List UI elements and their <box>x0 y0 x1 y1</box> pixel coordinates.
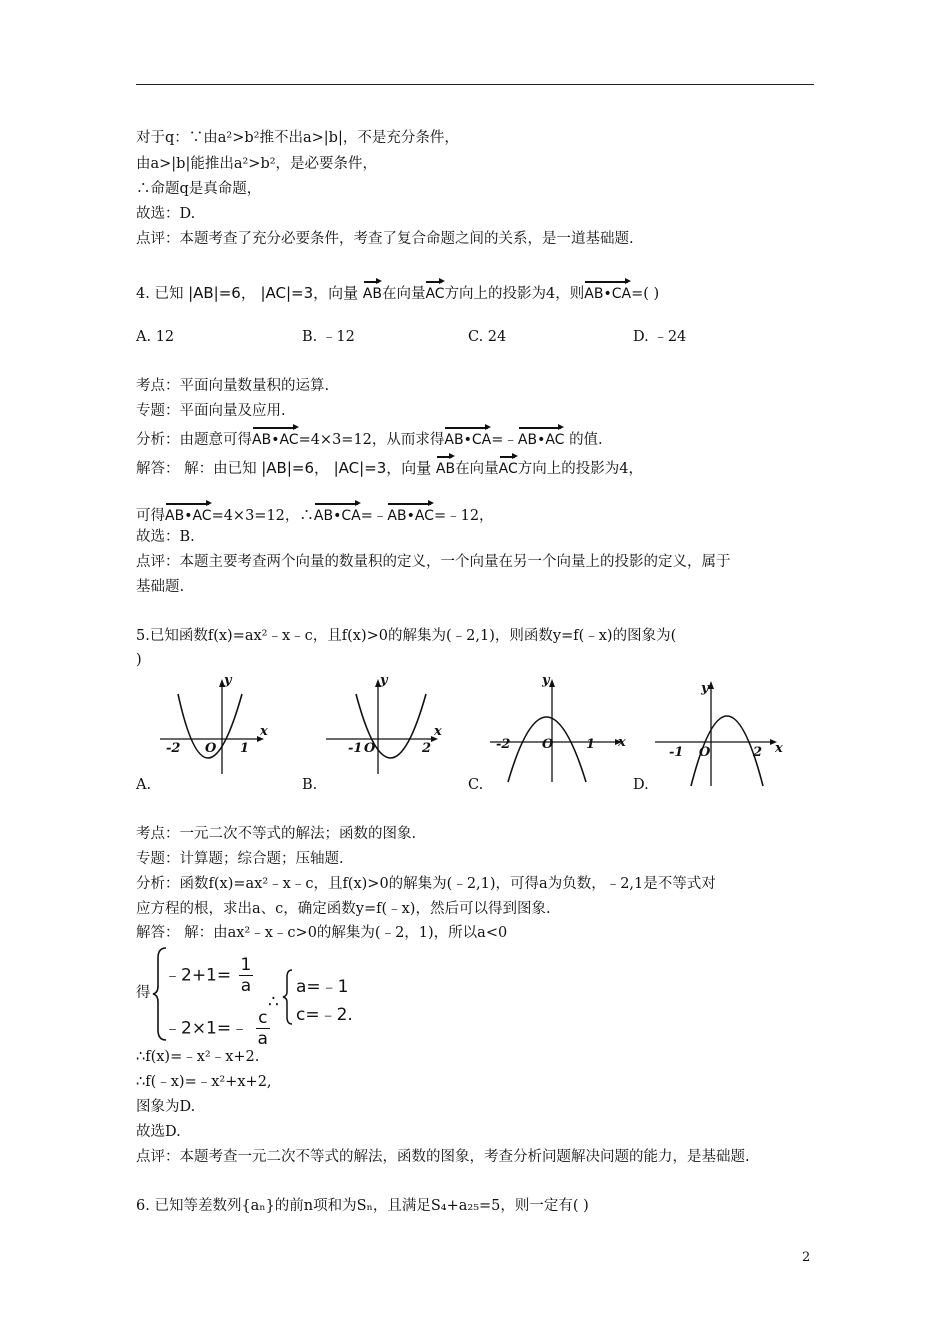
q5-graph-a <box>160 672 270 776</box>
q4-kaodian: 考点：平面向量数量积的运算. <box>136 378 330 394</box>
q5-sol-a: a=﹣1 <box>296 977 349 997</box>
axis-x-label: x <box>434 724 442 739</box>
tick-label: 1 <box>586 737 596 752</box>
tick-label: -1 <box>669 745 684 760</box>
axis-y-label: y <box>380 673 388 688</box>
q5-graph-d <box>655 676 790 788</box>
q4-ac-norm: |AC|=3，向量 <box>260 284 359 302</box>
q5-graph-b <box>326 672 446 776</box>
q5-zhuanti: 专题：计算题；综合题；压轴题. <box>136 851 344 867</box>
q5-option-c: C. <box>468 777 484 793</box>
vec-ac: AC <box>499 453 518 479</box>
axis-y-label: y <box>542 673 550 688</box>
q5-sys-eq2: ﹣2×1=﹣ $\frac{c}{a}$ <box>164 1008 268 1049</box>
q5-result-2: ∴f(﹣x)=﹣x²+x+2, <box>136 1074 272 1090</box>
q5-kaodian: 考点：一元二次不等式的解法；函数的图象. <box>136 826 417 842</box>
tick-label: -2 <box>166 741 181 756</box>
q5-guxuan: 故选D. <box>136 1124 181 1140</box>
q5-option-a: A. <box>136 777 152 793</box>
origin-label: O <box>699 745 711 760</box>
tick-label: -1 <box>348 741 363 756</box>
vec-ab-dot-ca: AB•CA <box>584 278 631 304</box>
vec-ab: AB <box>363 278 382 304</box>
q-note-comment: 点评：本题考查了充分必要条件，考查了复合命题之间的关系，是一道基础题. <box>136 231 634 247</box>
tick-label: 1 <box>240 741 250 756</box>
q4-option-d: D. ﹣24 <box>633 329 687 345</box>
tick-label: 2 <box>753 745 763 760</box>
q5-de: 得 <box>136 985 151 1001</box>
vec-ac: AC <box>425 278 444 304</box>
q4-stem: 4. 已知 |AB|=6， |AC|=3，向量 AB在向量AC方向上的投影为4，则AB•CA=( ) <box>136 278 659 304</box>
q4-guxuan: 故选：B. <box>136 529 195 545</box>
q6-stem: 6. 已知等差数列{aₙ}的前n项和为Sₙ，且满足S₄+a₂₅=5，则一定有( ) <box>136 1198 589 1214</box>
vec-ab-dot-ac: AB•AC <box>518 424 565 450</box>
q4-option-b: B. ﹣12 <box>302 329 355 345</box>
axis-x-label: x <box>775 741 783 756</box>
q5-option-d: D. <box>633 777 649 793</box>
q5-graph-c <box>490 672 635 784</box>
q5-sol-c: c=﹣2. <box>296 1005 353 1025</box>
q4-zhuanti: 专题：平面向量及应用. <box>136 403 286 419</box>
q5-result-1: ∴f(x)=﹣x²﹣x+2. <box>136 1049 260 1065</box>
vec-ab-dot-ac: AB•AC <box>387 500 434 526</box>
vec-ab-dot-ac: AB•AC <box>252 424 299 450</box>
q4-option-a: A. 12 <box>136 329 175 345</box>
axis-x-label: x <box>260 724 268 739</box>
q-note-line2: 由a>|b|能推出a²>b²，是必要条件， <box>136 156 378 172</box>
axis-x-label: x <box>618 735 626 750</box>
header-rule <box>136 84 814 85</box>
q5-stem-2: ) <box>136 652 142 668</box>
q4-option-c: C. 24 <box>468 329 507 345</box>
origin-label: O <box>542 737 554 752</box>
vec-ab: AB <box>436 453 455 479</box>
page-number: 2 <box>802 1250 811 1265</box>
q5-option-b: B. <box>302 777 318 793</box>
vec-ab-dot-ca: AB•CA <box>314 500 361 526</box>
q4-jieda: 解答： 解：由已知 |AB|=6， |AC|=3，向量 AB在向量AC方向上的投影为4， <box>136 453 643 479</box>
tick-label: -2 <box>496 737 511 752</box>
q-note-line1: 对于q：∵由a²>b²推不出a>|b|，不是充分条件， <box>136 130 459 146</box>
q5-jieda: 解答： 解：由ax²﹣x﹣c>0的解集为(﹣2，1)，所以a<0 <box>136 925 508 941</box>
tick-label: 2 <box>422 741 432 756</box>
q4-fenxi: 分析：由题意可得AB•AC=4×3=12，从而求得AB•CA=﹣AB•AC 的值. <box>136 424 603 450</box>
origin-label: O <box>205 741 217 756</box>
q4-dianping-1: 点评：本题主要考查两个向量的数量积的定义，一个向量在另一个向量上的投影的定义，属于 <box>136 554 731 570</box>
axis-y-label: y <box>701 681 709 696</box>
q5-stem-1: 5.已知函数f(x)=ax²﹣x﹣c，且f(x)>0的解集为(﹣2,1)，则函数y=f(﹣x)的图象为( <box>136 628 677 644</box>
axis-y-label: y <box>224 673 232 688</box>
q-note-line3: ∴命题q是真命题， <box>136 181 262 197</box>
q5-therefore: ∴ <box>268 992 279 1012</box>
q4-kede: 可得AB•AC=4×3=12，∴AB•CA=﹣AB•AC=﹣12， <box>136 500 494 526</box>
vec-ab-dot-ac: AB•AC <box>165 500 212 526</box>
q5-sys-eq1: ﹣2+1= $\frac{1}{a}$ <box>164 955 252 996</box>
origin-label: O <box>364 741 376 756</box>
q5-result-3: 图象为D. <box>136 1099 196 1115</box>
q-note-line4: 故选：D. <box>136 206 196 222</box>
left-brace-small <box>281 968 295 1026</box>
vec-ab-dot-ca: AB•CA <box>444 424 491 450</box>
q5-fenxi-1: 分析：函数f(x)=ax²﹣x﹣c，且f(x)>0的解集为(﹣2,1)，可得a为负数，﹣2,1是不等式对 <box>136 876 716 892</box>
q5-dianping: 点评：本题考查一元二次不等式的解法，函数的图象，考查分析问题解决问题的能力，是基础题. <box>136 1149 750 1165</box>
q5-fenxi-2: 应方程的根，求出a、c，确定函数y=f(﹣x)，然后可以得到图象. <box>136 901 551 917</box>
q4-ab-norm: |AB|=6， <box>188 284 256 302</box>
q4-dianping-2: 基础题. <box>136 579 185 595</box>
